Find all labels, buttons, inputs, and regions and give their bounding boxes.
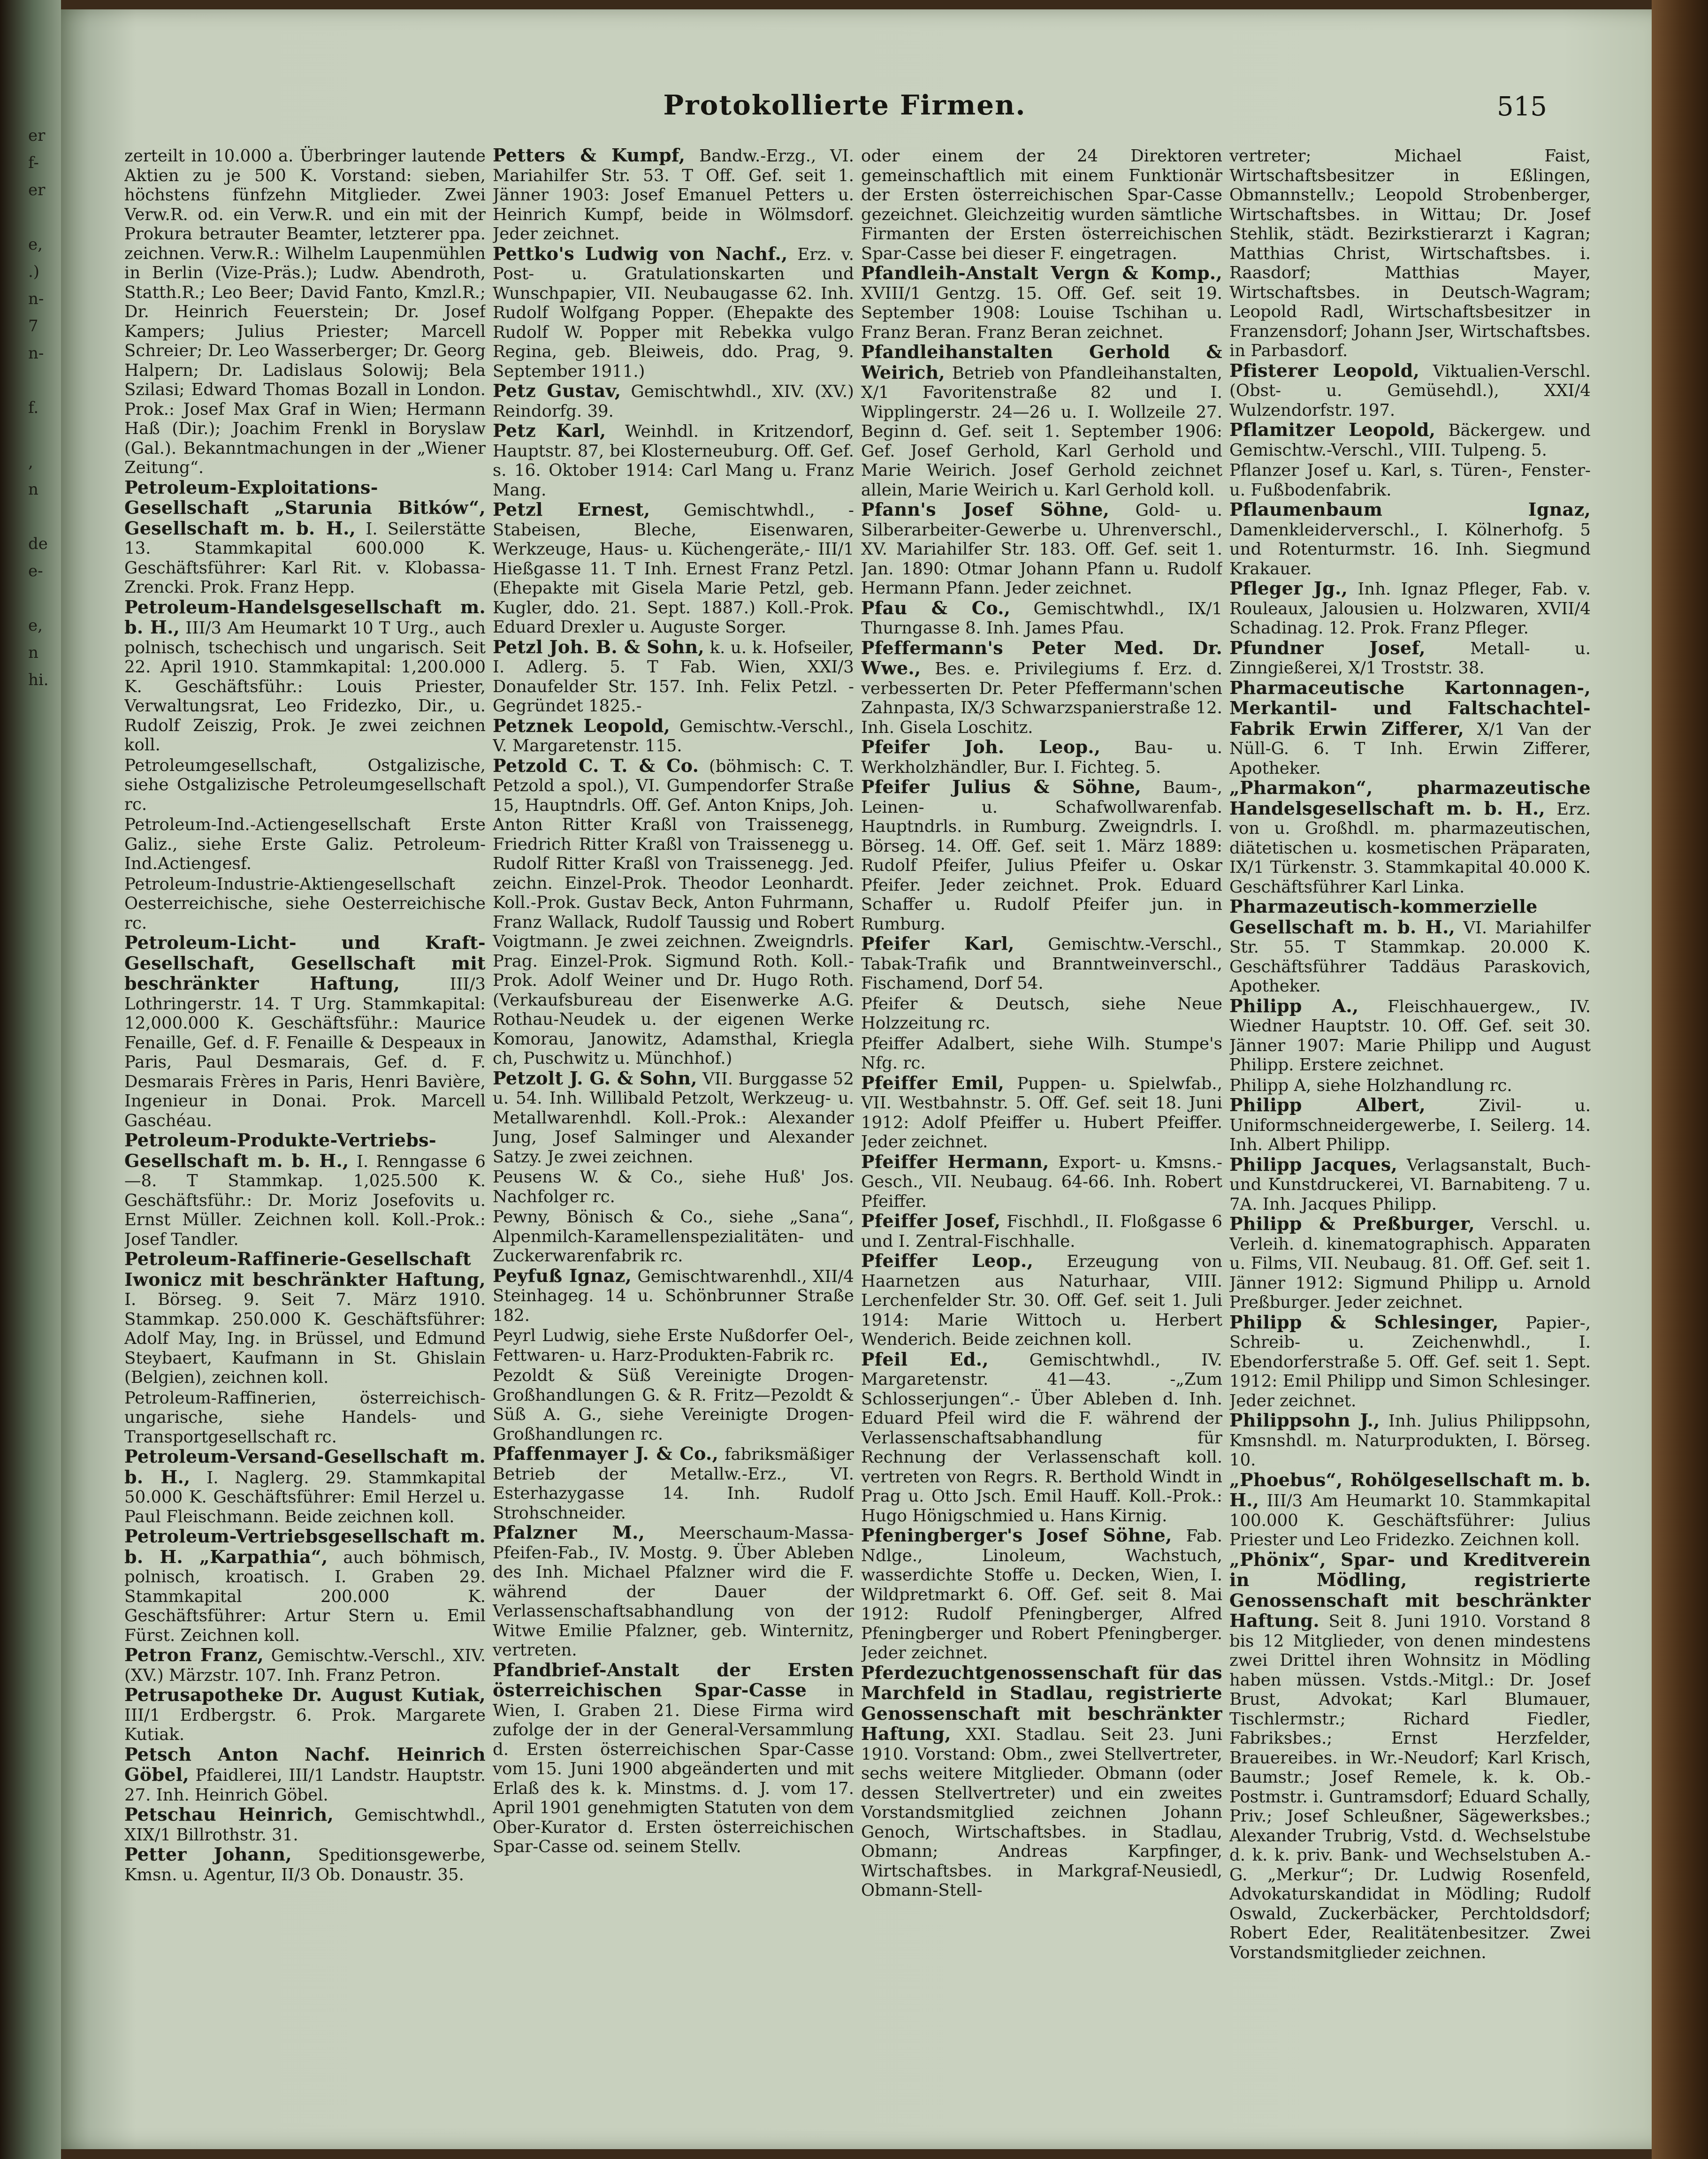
firm-name: Petroleum-Handelsgesellschaft m. b. H., bbox=[124, 596, 486, 638]
directory-entry bbox=[861, 638, 1222, 738]
entry-text: III/3 Am Heumarkt 10. Stammkapital 100.000 K. Geschäftsführer: Julius Priester und Leo Fridezko. Zeichnen koll. bbox=[1229, 1491, 1591, 1549]
firm-name: Petrusapotheke Dr. August Kutiak, bbox=[124, 1684, 486, 1705]
firm-name: Petschau Heinrich, bbox=[124, 1804, 334, 1825]
entry-text: Fab. Ndlge., Linoleum, Wachstuch, wasserdichte Stoffe u. Decken, Wien, I. Wildpretmarkt 6. Off. Gef. seit 8. Mai 1912: Rudolf Pfeningberger, Alfred Pfeningberger und Robert Pfeningberger. Jeder zeichnet. bbox=[861, 1526, 1222, 1663]
entry-text: Pfeiffer Adalbert, siehe Wilh. Stumpe's Nfg. rc. bbox=[861, 1034, 1222, 1073]
directory-entry bbox=[861, 934, 1222, 993]
firm-name: Pfandbrief-Anstalt der Ersten österreichischen Spar-Casse bbox=[493, 1659, 854, 1701]
entry-text: Fischhdl., II. Floßgasse 6 und I. Zentral-Fischhalle. bbox=[861, 1212, 1222, 1251]
entry-text: Bäckergew. und Gemischtw.-Verschl., VIII. Tulpeng. 5. bbox=[1229, 421, 1591, 460]
firm-name: Pfeil Ed., bbox=[861, 1348, 989, 1370]
directory-entry bbox=[493, 716, 854, 756]
directory-entry bbox=[493, 1660, 854, 1857]
entry-text: Gemischtwhdl., XIX/1 Billrothstr. 31. bbox=[124, 1806, 486, 1845]
firm-name: Philipp Albert, bbox=[1229, 1094, 1426, 1115]
directory-entry bbox=[861, 993, 1222, 1033]
entry-text: Pewny, Bönisch & Co., siehe „Sana“, Alpenmilch-Karamellenspezialitäten- und Zuckerwarenfabrik rc. bbox=[493, 1207, 854, 1266]
directory-entry bbox=[1229, 897, 1591, 996]
entry-text: k. u. k. Hofseiler, I. Adlerg. 5. T Fab. Wien, XXI/3 Donaufelder Str. 157. Inh. Felix Petzl. -Gegründet 1825.- bbox=[493, 638, 854, 716]
directory-entry bbox=[493, 381, 854, 421]
entry-text: Gold- u. Silberarbeiter-Gewerbe u. Uhrenverschl., XV. Mariahilfer Str. 183. Off. Gef. seit 1. Jan. 1890: Otmar Johann Pfann u. Rudolf Hermann Pfann. Jeder zeichnet. bbox=[861, 501, 1222, 598]
column-4 bbox=[1229, 145, 1591, 2083]
firm-name: Petters & Kumpf, bbox=[493, 145, 686, 166]
entry-text: Viktualien-Verschl. (Obst- u. Gemüsehdl.), XXI/4 Wulzendorfstr. 197. bbox=[1229, 361, 1591, 420]
directory-entry bbox=[1229, 1550, 1591, 1963]
entry-text: Gemischtwhdl., -Stabeisen, Bleche, Eisenwaren, Werkzeuge, Haus- u. Küchengeräte,- III/1 Hießgasse 11. T Inh. Ernest Franz Petzl. (Ehepakte mit Gisela Marie Petzl, geb. Kugler, ddo. 21. Sept. 1887.) Koll.-Prok. Eduard Drexler u. Auguste Sorger. bbox=[493, 501, 854, 637]
directory-entry bbox=[124, 1249, 486, 1388]
directory-entry bbox=[1229, 145, 1591, 361]
firm-name: Pfeifer Julius & Söhne, bbox=[861, 776, 1142, 797]
entry-text: Metall- u. Zinngießerei, X/1 Troststr. 38. bbox=[1229, 639, 1591, 678]
page-number: 515 bbox=[1497, 92, 1547, 122]
entry-text: Gemischtwhdl., IX/1 Thurngasse 8. Inh. James Pfau. bbox=[861, 599, 1222, 638]
firm-name: Pfeiffer Hermann, bbox=[861, 1151, 1049, 1172]
column-1 bbox=[124, 145, 486, 2083]
entry-text: (böhmisch: C. T. Petzold a spol.), VI. Gumpendorfer Straße 15, Hauptndrls. Off. Gef. Anton Knips, Joh. Anton Ritter Kraßl von Traissenegg, Friedrich Ritter Kraßl von Traissenegg u. Rudolf Ritter Kraßl von Traissenegg. Jed. zeichn. Einzel-Prok. Theodor Leonhardt. Koll.-Prok. Gustav Beck, Anton Fuhrmann, Franz Wallack, Rudolf Taussig und Robert Voigtmann. Je zwei zeichnen. Zweigndrls. Prag. Einzel-Prok. Sigmund Roth. Koll.-Prok. Adolf Weiner und Dr. Hugo Roth. (Verkaufsbureau der Eisenwerke A.G. Rothau-Neudek u. der eigenen Werke Komorau, Janowitz, Adamsthal, Kriegla ch, Puschwitz u. Münchhof.) bbox=[493, 756, 854, 1068]
directory-entry bbox=[493, 1444, 854, 1523]
entry-text: Weinhdl. in Kritzendorf, Hauptstr. 87, bei Klosterneuburg. Off. Gef. s. 16. Oktober 1914: Carl Mang u. Franz Mang. bbox=[493, 422, 854, 500]
directory-entry bbox=[124, 1805, 486, 1845]
entry-text: I. Renngasse 6—8. T Stammkap. 1,025.500 K. Geschäftsführ.: Dr. Moriz Josefovits u. Ernst Müller. Zeichnen koll. Koll.-Prok.: Josef Tandler. bbox=[124, 1152, 486, 1249]
firm-name: Petz Gustav, bbox=[493, 380, 621, 401]
firm-name: Philipp Jacques, bbox=[1229, 1153, 1398, 1175]
directory-entry bbox=[493, 1167, 854, 1206]
entry-text: Inh. Ignaz Pfleger, Fab. v. Rouleaux, Jalousien u. Holzwaren, XVII/4 Schadinag. 12. Prok. Franz Pfleger. bbox=[1229, 580, 1591, 638]
firm-name: Pfisterer Leopold, bbox=[1229, 359, 1420, 381]
entry-text: Bandw.-Erzg., VI. Mariahilfer Str. 53. T Off. Gef. seit 1. Jänner 1903: Josef Emanuel Petters u. Heinrich Kumpf, beide in Wölmsdorf. Jeder zeichnet. bbox=[493, 146, 854, 244]
entry-text: VII. Burggasse 52 u. 54. Inh. Willibald Petzolt, Werkzeug- u. Metallwarenhdl. Koll.-Prok.: Alexander Jung, Josef Salminger und Alexander Satzy. Je zwei zeichnen. bbox=[493, 1069, 854, 1167]
firm-name: Petron Franz, bbox=[124, 1644, 264, 1665]
entry-text: Verschl. u. Verleih. d. kinematographisch. Apparaten u. Films, VII. Neubaug. 81. Off. Gef. seit 1. Jänner 1912: Sigmund Philipp u. Arnold Preßburger. Jeder zeichnet. bbox=[1229, 1215, 1591, 1312]
previous-page-edge bbox=[0, 0, 61, 2159]
entry-text: Damenkleiderverschl., I. Kölnerhofg. 5 und Rotenturmstr. 16. Inh. Siegmund Krakauer. bbox=[1229, 520, 1591, 579]
entry-text: III/3 Am Heumarkt 10 T Urg., auch polnisch, tschechisch und ungarisch. Seit 22. April 1910. Stammkapital: 1,200.000 K. Geschäftsführ.: Louis Priester, Verwaltungsrat, Leo Fridezko, Dir., u. Rudolf Zeiszig, Prok. Je zwei zeichnen koll. bbox=[124, 618, 486, 755]
entry-text: III/3 Lothringerstr. 14. T Urg. Stammkapital: 12,000.000 K. Geschäftsführ.: Maurice Fenaille, Gef. d. F. Fenaille & Despeaux in Paris, Paul Desmarais, Gef. d. F. Desmarais Frères in Paris, Henri Bavière, Ingenieur in Donai. Prok. Marcell Gaschéau. bbox=[124, 975, 486, 1130]
firm-name: Philippsohn J., bbox=[1229, 1410, 1380, 1431]
firm-name: Pfleger Jg., bbox=[1229, 578, 1348, 599]
directory-entry bbox=[124, 1447, 486, 1526]
directory-entry bbox=[124, 1388, 486, 1447]
directory-entry bbox=[493, 421, 854, 500]
directory-entry bbox=[1229, 579, 1591, 638]
entry-text: VI. Mariahilfer Str. 55. T Stammkap. 20.000 K. Geschäftsführer Taddäus Paraskovich, Apotheker. bbox=[1229, 918, 1591, 996]
directory-entry bbox=[493, 1325, 854, 1365]
directory-entry bbox=[493, 145, 854, 244]
entry-text: Peyrl Ludwig, siehe Erste Nußdorfer Oel-, Fettwaren- u. Harz-Produkten-Fabrik rc. bbox=[493, 1326, 854, 1365]
firm-name: Petzl Ernest, bbox=[493, 499, 650, 520]
directory-entry bbox=[493, 1523, 854, 1660]
directory-entry bbox=[493, 1266, 854, 1326]
entry-text: Betrieb von Pfandleihanstalten, X/1 Favoritenstraße 82 und I. Wipplingerstr. 24—26 u. I. Wollzeile 27. Beginn d. Gef. seit 1. September 1906: Gef. Josef Gerhold, Karl Gerhold und Marie Weirich. Josef Gerhold zeichnet allein, Marie Weirich u. Karl Gerhold koll. bbox=[861, 363, 1222, 500]
entry-text: Pfeifer & Deutsch, siehe Neue Holzzeitung rc. bbox=[861, 994, 1222, 1033]
firm-name: Pflaumenbaum Ignaz, bbox=[1229, 499, 1591, 520]
directory-entry bbox=[124, 874, 486, 933]
entry-text: Verlagsanstalt, Buch- und Kunstdruckerei, VI. Barnabiteng. 7 u. 7A. Inh. Jacques Philipp. bbox=[1229, 1155, 1591, 1214]
firm-name: Petroleum-Produkte-Vertriebs-Gesellschaft m. b. H., bbox=[124, 1129, 436, 1171]
entry-text: Pflanzer Josef u. Karl, s. Türen-, Fenster- u. Fußbodenfabrik. bbox=[1229, 461, 1591, 500]
firm-name: Philipp A., bbox=[1229, 995, 1359, 1016]
firm-name: Pfeffermann's Peter Med. Dr. Wwe., bbox=[861, 637, 1222, 679]
column-3 bbox=[861, 145, 1222, 2083]
firm-name: Petznek Leopold, bbox=[493, 715, 671, 736]
directory-entry bbox=[861, 1251, 1222, 1350]
entry-text: I. Seilerstätte 13. Stammkapital 600.000 K. Geschäftsführer: Karl Rit. v. Klobassa-Zrencki. Prok. Franz Hepp. bbox=[124, 519, 486, 597]
entry-text: Zivil- u. Uniformschneidergewerbe, I. Seilerg. 14. Inh. Albert Philipp. bbox=[1229, 1096, 1591, 1154]
firm-name: „Phoebus“, Rohölgesellschaft m. b. H., bbox=[1229, 1469, 1591, 1511]
directory-entry bbox=[493, 756, 854, 1068]
entry-text: Papier-, Schreib- u. Zeichenwhdl., I. Ebendorferstraße 5. Off. Gef. seit 1. Sept. 1912: Emil Philipp und Simon Schlesinger. Jeder zeichnet. bbox=[1229, 1313, 1591, 1411]
directory-entry bbox=[124, 1745, 486, 1805]
directory-entry bbox=[1229, 500, 1591, 579]
firm-name: Pfau & Co., bbox=[861, 597, 1011, 618]
firm-name: Pharmaceutische Kartonnagen-, Merkantil- und Faltschachtel-Fabrik Erwin Zifferer, bbox=[1229, 677, 1591, 739]
entry-text: Petroleum-Ind.-Actiengesellschaft Erste Galiz., siehe Erste Galiz. Petroleum-Ind.Actiengesf. bbox=[124, 815, 486, 873]
entry-text: fabriksmäßiger Betrieb der Metallw.-Erz., VI. Esterhazygasse 14. Inh. Rudolf Strohschneider. bbox=[493, 1445, 854, 1523]
entry-text: Gemischtw.-Verschl., XIV. (XV.) Märzstr. 107. Inh. Franz Petron. bbox=[124, 1646, 486, 1685]
directory-entry bbox=[1229, 996, 1591, 1075]
directory-entry bbox=[861, 598, 1222, 638]
firm-name: Pfandleih-Anstalt Vergn & Komp., bbox=[861, 262, 1222, 283]
entry-text: Puppen- u. Spielwfab., VII. Westbahnstr. 5. Off. Gef. seit 18. Juni 1912: Adolf Pfeiffer u. Hubert Pfeiffer. Jeder zeichnet. bbox=[861, 1074, 1222, 1152]
directory-entry bbox=[124, 1685, 486, 1745]
firm-name: Pfeifer Joh. Leop., bbox=[861, 736, 1101, 757]
directory-entry bbox=[124, 1130, 486, 1249]
entry-text: Fleischhauergew., IV. Wiedner Hauptstr. 10. Off. Gef. seit 30. Jänner 1907: Marie Philipp und August Philipp. Erstere zeichnet. bbox=[1229, 997, 1591, 1075]
directory-entry bbox=[1229, 420, 1591, 460]
previous-page-text: er f- er e, .) n- 7 n- f. , n de e- e, n hi. bbox=[28, 126, 49, 689]
directory-entry bbox=[493, 500, 854, 637]
firm-name: Pfeifer Karl, bbox=[861, 933, 1014, 954]
directory-entry bbox=[493, 1068, 854, 1167]
entry-text: Petroleum-Industrie-Aktiengesellschaft Oesterreichische, siehe Oesterreichische rc. bbox=[124, 874, 486, 933]
firm-name: Pfalzner M., bbox=[493, 1522, 645, 1543]
firm-name: „Pharmakon“, pharmazeutische Handelsgesellschaft m. b. H., bbox=[1229, 777, 1591, 819]
directory-entry bbox=[861, 777, 1222, 934]
firm-name: Pfeningberger's Josef Söhne, bbox=[861, 1525, 1172, 1546]
directory-entry bbox=[1229, 361, 1591, 420]
directory-entry bbox=[861, 1526, 1222, 1663]
entry-text: vertreter; Michael Faist, Wirtschaftsbesitzer in Eßlingen, Obmannstellv.; Leopold Strobenberger, Wirtschaftsbes. in Wittau; Dr. Josef Stehlik, städt. Bezirkstierarzt i Kagran; Matthias Christ, Wirtschaftsbes. i. Raasdorf; Matthias Mayer, Wirtschaftsbes. in Deutsch-Wagram; Leopold Radl, Wirtschaftsbesitzer in Franzensdorf; Johann Jser, Wirtschaftsbes. in Parbasdorf. bbox=[1229, 146, 1591, 360]
entry-text: Pfaidlerei, III/1 Landstr. Hauptstr. 27. Inh. Heinrich Göbel. bbox=[124, 1766, 486, 1805]
entry-text: zerteilt in 10.000 a. Überbringer lautende Aktien zu je 500 K. Vorstand: sieben, höchstens fünfzehn Mitglieder. Zwei Verw.R. od. ein Verw.R. und ein mit der Prokura betrauter Beamter, letzterer ppa. zeichnen. Verw.R.: Wilhelm Laupenmühlen in Berlin (Vize-Präs.); Ludw. Abendroth, Statth.R.; Leo Beer; David Fanto, Kmzl.R.; Dr. Heinrich Feuerstein; Dr. Josef Kampers; Julius Priester; Marcell Schreier; Dr. Leo Wasserberger; Dr. Georg Halpern; Dr. Ladislaus Solowij; Bela Szilasi; Edward Thomas Bozall in London. Prok.: Josef Max Graf in Wien; Hermann Haß (Dir.); Joachim Frenkl in Boryslaw (Gal.). Bekanntmachungen in der „Wiener Zeitung“. bbox=[124, 146, 486, 477]
entry-text: Erz. von u. Großhdl. m. pharmazeutischen, diätetischen u. kosmetischen Präparaten, IX/1 Türkenstr. 3. Stammkapital 40.000 K. Geschäftsführer Karl Linka. bbox=[1229, 799, 1591, 897]
directory-entry bbox=[124, 145, 486, 478]
firm-name: Petroleum-Raffinerie-Gesellschaft Iwonicz mit beschränkter Haftung, bbox=[124, 1248, 486, 1290]
firm-name: Peyfuß Ignaz, bbox=[493, 1265, 632, 1286]
entry-text: Gemischtw.-Verschl., V. Margaretenstr. 115. bbox=[493, 717, 854, 755]
entry-text: III/1 Erdbergstr. 6. Prok. Margarete Kutiak. bbox=[124, 1705, 486, 1744]
firm-name: Petroleum-Versand-Gesellschaft m. b. H., bbox=[124, 1446, 486, 1488]
entry-text: XVIII/1 Gentzg. 15. Off. Gef. seit 19. September 1908: Louise Tschihan u. Franz Beran. Franz Beran zeichnet. bbox=[861, 283, 1222, 342]
directory-entry bbox=[1229, 778, 1591, 897]
entry-text: Meerschaum-Massa-Pfeifen-Fab., IV. Mostg. 9. Über Ableben des Inh. Michael Pfalzner wird die F. während der Dauer der Verlassenschaftsabhandlung von der Witwe Emilie Pfalzner, geb. Winternitz, vertreten. bbox=[493, 1524, 854, 1660]
entry-text: Bes. e. Privilegiums f. Erz. d. verbesserten Dr. Peter Pfeffermann'schen Zahnpasta, IX/3 Schwarzspanierstraße 12. Inh. Gisela Loschitz. bbox=[861, 659, 1222, 737]
directory-entry bbox=[1229, 1155, 1591, 1214]
firm-name: Pfaffenmayer J. & Co., bbox=[493, 1443, 719, 1464]
entry-text: Petroleum-Raffinerien, österreichisch-ungarische, siehe Handels- und Transportgesellschaft rc. bbox=[124, 1388, 486, 1447]
firm-name: Pettko's Ludwig von Nachf., bbox=[493, 243, 788, 264]
directory-entry bbox=[493, 1365, 854, 1444]
directory-entry bbox=[1229, 460, 1591, 500]
entry-text: Gemischtw.-Verschl., Tabak-Trafik und Branntweinverschl., Fischamend, Dorf 54. bbox=[861, 935, 1222, 993]
firm-name: Pharmazeutisch-kommerzielle Gesellschaft m. b. H., bbox=[1229, 896, 1538, 938]
directory-entry bbox=[861, 342, 1222, 500]
directory-entry bbox=[124, 814, 486, 874]
firm-name: Pfeiffer Emil, bbox=[861, 1072, 1005, 1093]
directory-entry bbox=[861, 737, 1222, 777]
entry-text: Baum-, Leinen- u. Schafwollwarenfab. Hauptndrls. in Rumburg. Zweigndrls. I. Börseg. 14. Off. Gef. seit 1. März 1889: Rudolf Pfeifer, Julius Pfeifer u. Oskar Pfeifer. Jeder zeichnet. Prok. Eduard Schaffer u. Rudolf Pfeifer jun. in Rumburg. bbox=[861, 778, 1222, 934]
directory-entry bbox=[1229, 1411, 1591, 1470]
running-head: Protokollierte Firmen. bbox=[663, 89, 1026, 121]
directory-entry bbox=[124, 1526, 486, 1645]
firm-name: Pferdezuchtgenossenschaft für das Marchfeld in Stadlau, registrierte Genossenschaft mit beschränkter Haftung, bbox=[861, 1662, 1222, 1744]
firm-name: Petzolt J. G. & Sohn, bbox=[493, 1067, 697, 1089]
firm-name: Philipp & Preßburger, bbox=[1229, 1213, 1475, 1234]
entry-text: Peusens W. & Co., siehe Huß' Jos. Nachfolger rc. bbox=[493, 1167, 854, 1206]
entry-text: Export- u. Kmsns.-Gesch., VII. Neubaug. 64-66. Inh. Robert Pfeiffer. bbox=[861, 1152, 1222, 1211]
entry-text: I. Börseg. 9. Seit 7. März 1910. Stammkap. 250.000 K. Geschäftsführer: Adolf May, Ing. in Brüssel, und Edmund Steybaert, Kaufmann in St. Ghislain (Belgien), zeichnen koll. bbox=[124, 1290, 486, 1387]
directory-entry bbox=[861, 500, 1222, 598]
firm-name: Petter Johann, bbox=[124, 1844, 292, 1865]
firm-name: „Phönix“, Spar- und Kreditverein in Mödling, registrierte Genossenschaft mit beschränkter Haftung. bbox=[1229, 1549, 1591, 1631]
firm-name: Petzold C. T. & Co. bbox=[493, 755, 699, 776]
entry-text: X/1 Van der Nüll-G. 6. T Inh. Erwin Zifferer, Apotheker. bbox=[1229, 719, 1591, 778]
firm-name: Philipp & Schlesinger, bbox=[1229, 1311, 1499, 1333]
firm-name: Petzl Joh. B. & Sohn, bbox=[493, 636, 704, 657]
firm-name: Pfeiffer Leop., bbox=[861, 1250, 1034, 1271]
entry-text: Erzeugung von Haarnetzen aus Naturhaar, VIII. Lerchenfelder Str. 30. Off. Gef. seit 1. Juli 1914: Marie Wittoch u. Herbert Wenderich. Beide zeichnen koll. bbox=[861, 1252, 1222, 1349]
directory-entry bbox=[493, 637, 854, 716]
directory-entry bbox=[861, 1350, 1222, 1526]
firm-name: Pfeiffer Josef, bbox=[861, 1210, 1001, 1231]
directory-entry bbox=[1229, 678, 1591, 778]
firm-name: Petroleum-Exploitations-Gesellschaft „Starunia Bitków“, Gesellschaft m. b. H., bbox=[124, 476, 486, 539]
entry-text: Speditionsgewerbe, Kmsn. u. Agentur, II/3 Ob. Donaustr. 35. bbox=[124, 1846, 486, 1884]
directory-entry bbox=[1229, 1095, 1591, 1155]
directory-entry bbox=[493, 244, 854, 381]
directory-entry bbox=[1229, 1214, 1591, 1312]
entry-text: Gemischtwarenhdl., XII/4 Steinhageg. 14 u. Schönbrunner Straße 182. bbox=[493, 1266, 854, 1325]
entry-text: Petroleumgesellschaft, Ostgalizische, siehe Ostgalizische Petroleumgesellschaft rc. bbox=[124, 755, 486, 814]
entry-text: Bau- u. Werkholzhändler, Bur. I. Fichteg. 5. bbox=[861, 738, 1222, 777]
directory-entry bbox=[1229, 638, 1591, 678]
firm-name: Pfandleihanstalten Gerhold & Weirich, bbox=[861, 341, 1222, 383]
entry-text: Seit 8. Juni 1910. Vorstand 8 bis 12 Mitglieder, von denen mindestens zwei Drittel ihren Wohnsitz in Mödling haben müssen. Vstds.-Mitgl.: Dr. Josef Brust, Advokat; Karl Blumauer, Tischlermstr.; Richard Fiedler, Fabriksbes.; Ernst Herzfelder, Brauereibes. in Wr.-Neudorf; Karl Krisch, Baumstr.; Josef Remele, k. k. Ob.-Postmstr. i. Guntramsdorf; Eduard Schally, Priv.; Josef Schleußner, Sägewerksbes.; Alexander Trubrig, Vstd. d. Wechselstube d. k. k. priv. Bank- und Wechselstuben A.-G. „Merkur“; Dr. Ludwig Rosenfeld, Advokaturskandidat in Mödling; Rudolf Oswald, Zuckerbäcker, Perchtoldsdorf; Robert Eder, Realitätenbesitzer. Zwei Vorstandsmitglieder zeichnen. bbox=[1229, 1612, 1591, 1962]
firm-name: Petroleum-Vertriebsgesellschaft m. b. H. „Karpathia“, bbox=[124, 1526, 486, 1567]
firm-name: Petsch Anton Nachf. Heinrich Göbel, bbox=[124, 1743, 486, 1785]
firm-name: Pfann's Josef Söhne, bbox=[861, 499, 1110, 520]
directory-entry bbox=[124, 478, 486, 597]
entry-text: Philipp A, siehe Holzhandlung rc. bbox=[1229, 1076, 1512, 1095]
firm-name: Petroleum-Licht- und Kraft-Gesellschaft, Gesellschaft mit beschränkter Haftung, bbox=[124, 932, 486, 994]
entry-text: Erz. v. Post- u. Gratulationskarten und Wunschpapier, VII. Neubaugasse 62. Inh. Rudolf Wolfgang Popper. (Ehepakte des Rudolf W. Popper mit Rebekka vulgo Regina, geb. Bleiweis, ddo. Prag, 9. September 1911.) bbox=[493, 244, 854, 381]
directory-entry bbox=[1229, 1075, 1591, 1096]
directory-entry bbox=[861, 1663, 1222, 1900]
entry-text: XXI. Stadlau. Seit 23. Juni 1910. Vorstand: Obm., zwei Stellvertreter, sechs weitere Mitglieder. Obmann (oder dessen Stellvertreter) und ein zweites Vorstandsmitglied zeichnen Johann Genoch, Wirtschaftsbes. in Stadlau, Obmann; Andreas Karpfinger, Wirtschaftsbes. in Markgraf-Neusiedl, Obmann-Stell- bbox=[861, 1725, 1222, 1900]
entry-text: Gemischtwhdl., IV. Margaretenstr. 41—43. -„Zum Schlosserjungen“.- Über Ableben d. Inh. Eduard Pfeil wird die F. während der Verlassenschaftsabhandlung für Rechnung der Verlassenschaft koll. vertreten von Regrs. R. Berthold Windt in Prag u. Otto Jsch. Emil Hauff. Koll.-Prok.: Hugo Hönigschmied u. Hans Kirnig. bbox=[861, 1350, 1222, 1526]
directory-entry bbox=[861, 1152, 1222, 1212]
directory-entry bbox=[124, 1645, 486, 1685]
directory-entry bbox=[861, 1073, 1222, 1152]
directory-entry bbox=[861, 1033, 1222, 1073]
directory-entry bbox=[1229, 1312, 1591, 1411]
entry-text: Inh. Julius Philippsohn, Kmsnshdl. m. Naturprodukten, I. Börseg. 10. bbox=[1229, 1411, 1591, 1470]
entry-text: oder einem der 24 Direktoren gemeinschaftlich mit einem Funktionär der Ersten österreichischen Spar-Casse gezeichnet. Gleichzeitig wurden sämtliche Firmanten der Ersten österreichischen Spar-Casse bei dieser F. eingetragen. bbox=[861, 146, 1222, 263]
entry-text: in Wien, I. Graben 21. Diese Firma wird zufolge der in der General-Versammlung d. Ersten österreichischen Spar-Casse vom 15. Juni 1900 abgeänderten und mit Erlaß des k. k. Minstms. d. J. vom 17. April 1901 genehmigten Statuten von dem Ober-Kurator d. Ersten österreichischen Spar-Casse od. seinem Stellv. bbox=[493, 1681, 854, 1856]
directory-entry bbox=[861, 145, 1222, 263]
directory-entry bbox=[861, 1211, 1222, 1251]
book-edge bbox=[1652, 0, 1708, 2159]
directory-entry bbox=[124, 597, 486, 755]
firm-name: Petz Karl, bbox=[493, 420, 606, 441]
entry-text: Gemischtwhdl., XIV. (XV.) Reindorfg. 39. bbox=[493, 382, 854, 421]
directory-entry bbox=[124, 755, 486, 815]
firm-name: Pflamitzer Leopold, bbox=[1229, 419, 1436, 440]
directory-entry bbox=[124, 933, 486, 1130]
directory-entry bbox=[861, 263, 1222, 342]
directory-entry bbox=[1229, 1470, 1591, 1550]
entry-text: Pezoldt & Süß Vereinigte Drogen-Großhandlungen G. & R. Fritz—Pezoldt & Süß A. G., siehe Vereinigte Drogen-Großhandlungen rc. bbox=[493, 1366, 854, 1444]
firm-name: Pfundner Josef, bbox=[1229, 637, 1426, 658]
directory-entry bbox=[124, 1845, 486, 1884]
entry-text: auch böhmisch, polnisch, kroatisch. I. Graben 29. Stammkapital 200.000 K. Geschäftsführer: Artur Stern u. Emil Fürst. Zeichnen koll. bbox=[124, 1548, 486, 1645]
column-2 bbox=[493, 145, 854, 2083]
entry-text: I. Naglerg. 29. Stammkapital 50.000 K. Geschäftsführer: Emil Herzel u. Paul Fleischmann. Beide zeichnen koll. bbox=[124, 1468, 486, 1526]
directory-entry bbox=[493, 1206, 854, 1266]
